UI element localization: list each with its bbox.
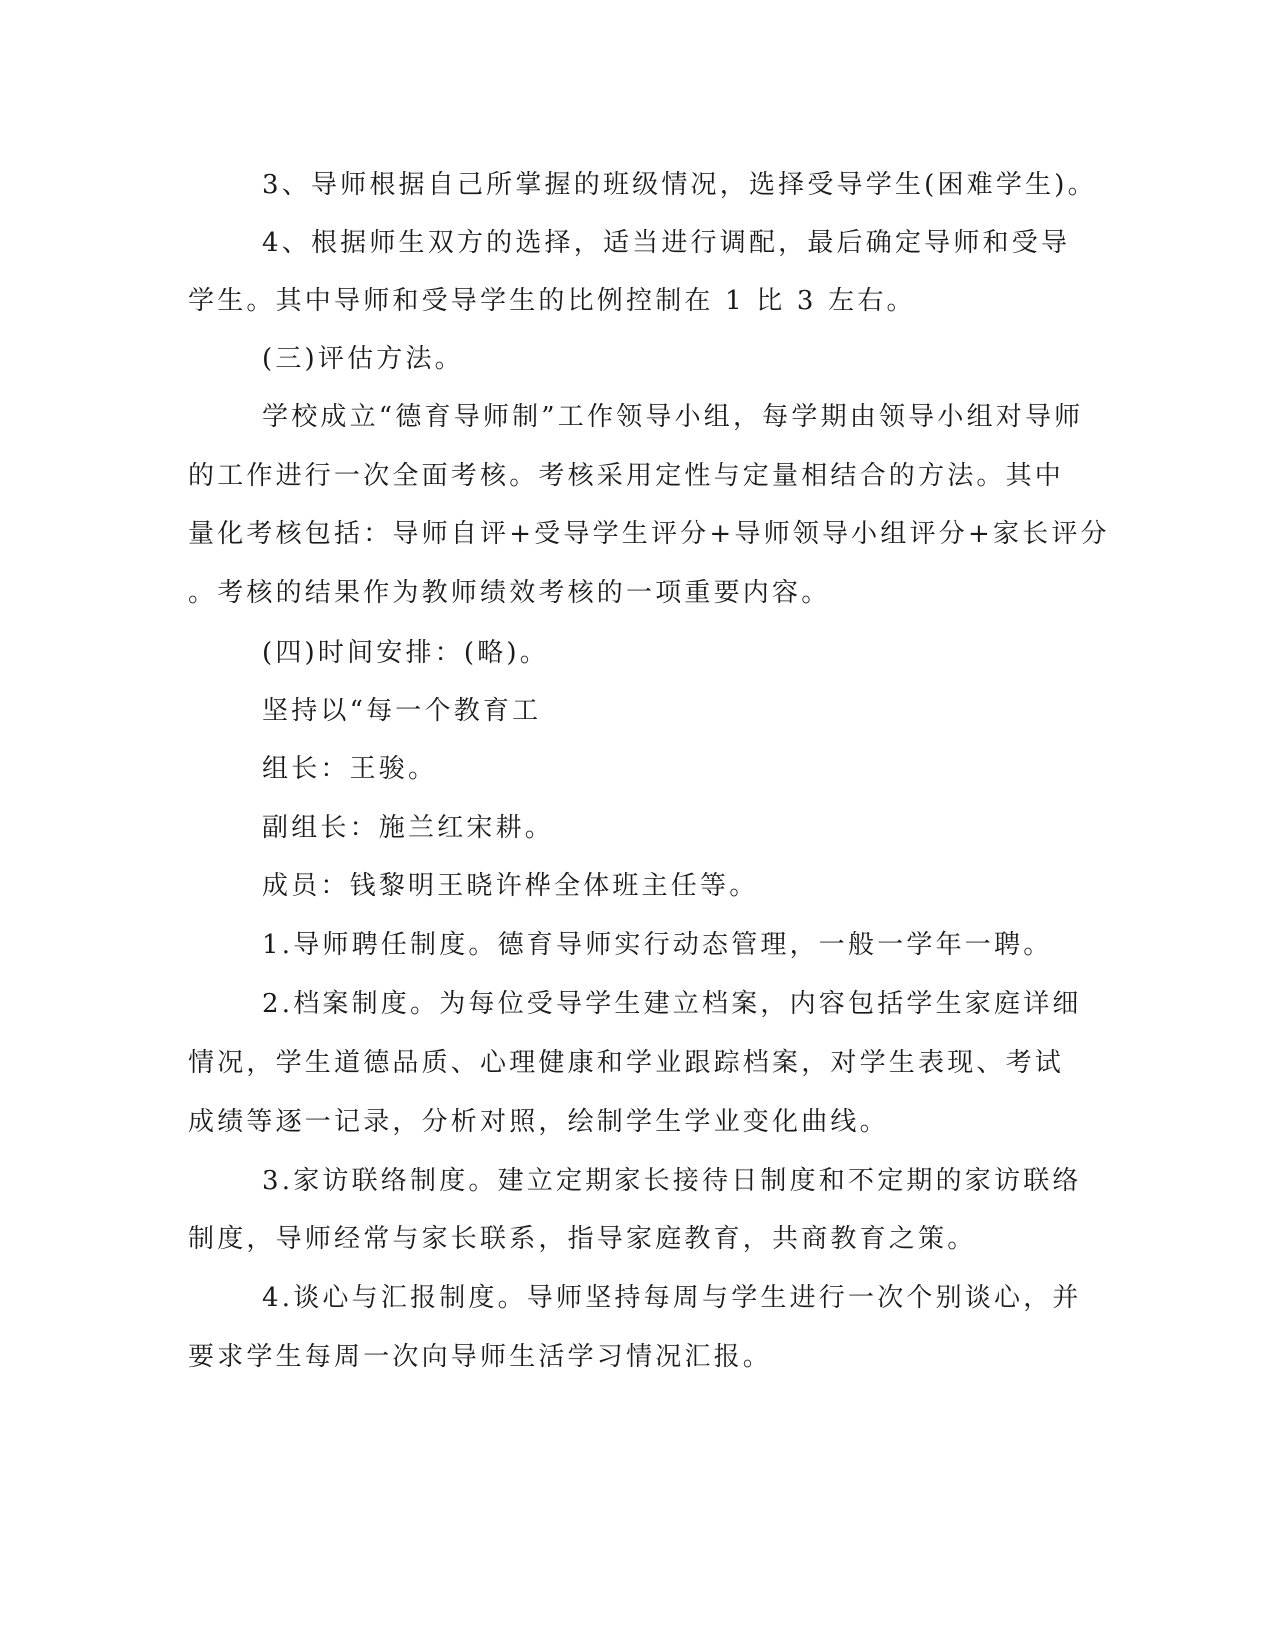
- paragraph-line-2: 4、根据师生双方的选择，适当进行调配，最后确定导师和受导: [262, 228, 1071, 258]
- paragraph-line-20: 4.谈心与汇报制度。导师坚持每周与学生进行一次个别谈心，并: [262, 1283, 1082, 1313]
- paragraph-line-7: 量化考核包括：导师自评+受导学生评分+导师领导小组评分+家长评分: [188, 519, 1110, 549]
- members-line: 成员：钱黎明王晓许桦全体班主任等。: [262, 871, 759, 901]
- paragraph-line-1: 3、导师根据自己所掌握的班级情况，选择受导学生(困难学生)。: [262, 170, 1097, 200]
- paragraph-line-5: 学校成立“德育导师制”工作领导小组，每学期由领导小组对导师: [262, 402, 1084, 432]
- paragraph-line-21: 要求学生每周一次向导师生活学习情况汇报。: [188, 1342, 773, 1372]
- paragraph-line-6: 的工作进行一次全面考核。考核采用定性与定量相结合的方法。其中: [188, 461, 1065, 491]
- paragraph-line-15: 2.档案制度。为每位受导学生建立档案，内容包括学生家庭详细: [262, 989, 1082, 1019]
- paragraph-line-16: 情况，学生道德品质、心理健康和学业跟踪档案，对学生表现、考试: [188, 1048, 1065, 1078]
- paragraph-line-17: 成绩等逐一记录，分析对照，绘制学生学业变化曲线。: [188, 1107, 889, 1137]
- paragraph-line-10: 坚持以“每一个教育工: [262, 696, 542, 726]
- paragraph-line-18: 3.家访联络制度。建立定期家长接待日制度和不定期的家访联络: [262, 1166, 1082, 1196]
- deputy-leader-line: 副组长：施兰红宋耕。: [262, 813, 555, 843]
- paragraph-line-8: 。考核的结果作为教师绩效考核的一项重要内容。: [188, 578, 831, 608]
- section-heading-evaluation: (三)评估方法。: [262, 344, 464, 374]
- paragraph-line-14: 1.导师聘任制度。德育导师实行动态管理，一般一学年一聘。: [262, 930, 1053, 960]
- section-heading-schedule: (四)时间安排：(略)。: [262, 638, 549, 668]
- group-leader-line: 组长：王骏。: [262, 754, 438, 784]
- paragraph-line-3: 学生。其中导师和受导学生的比例控制在 1 比 3 左右。: [188, 286, 916, 316]
- paragraph-line-19: 制度，导师经常与家长联系，指导家庭教育，共商教育之策。: [188, 1224, 977, 1254]
